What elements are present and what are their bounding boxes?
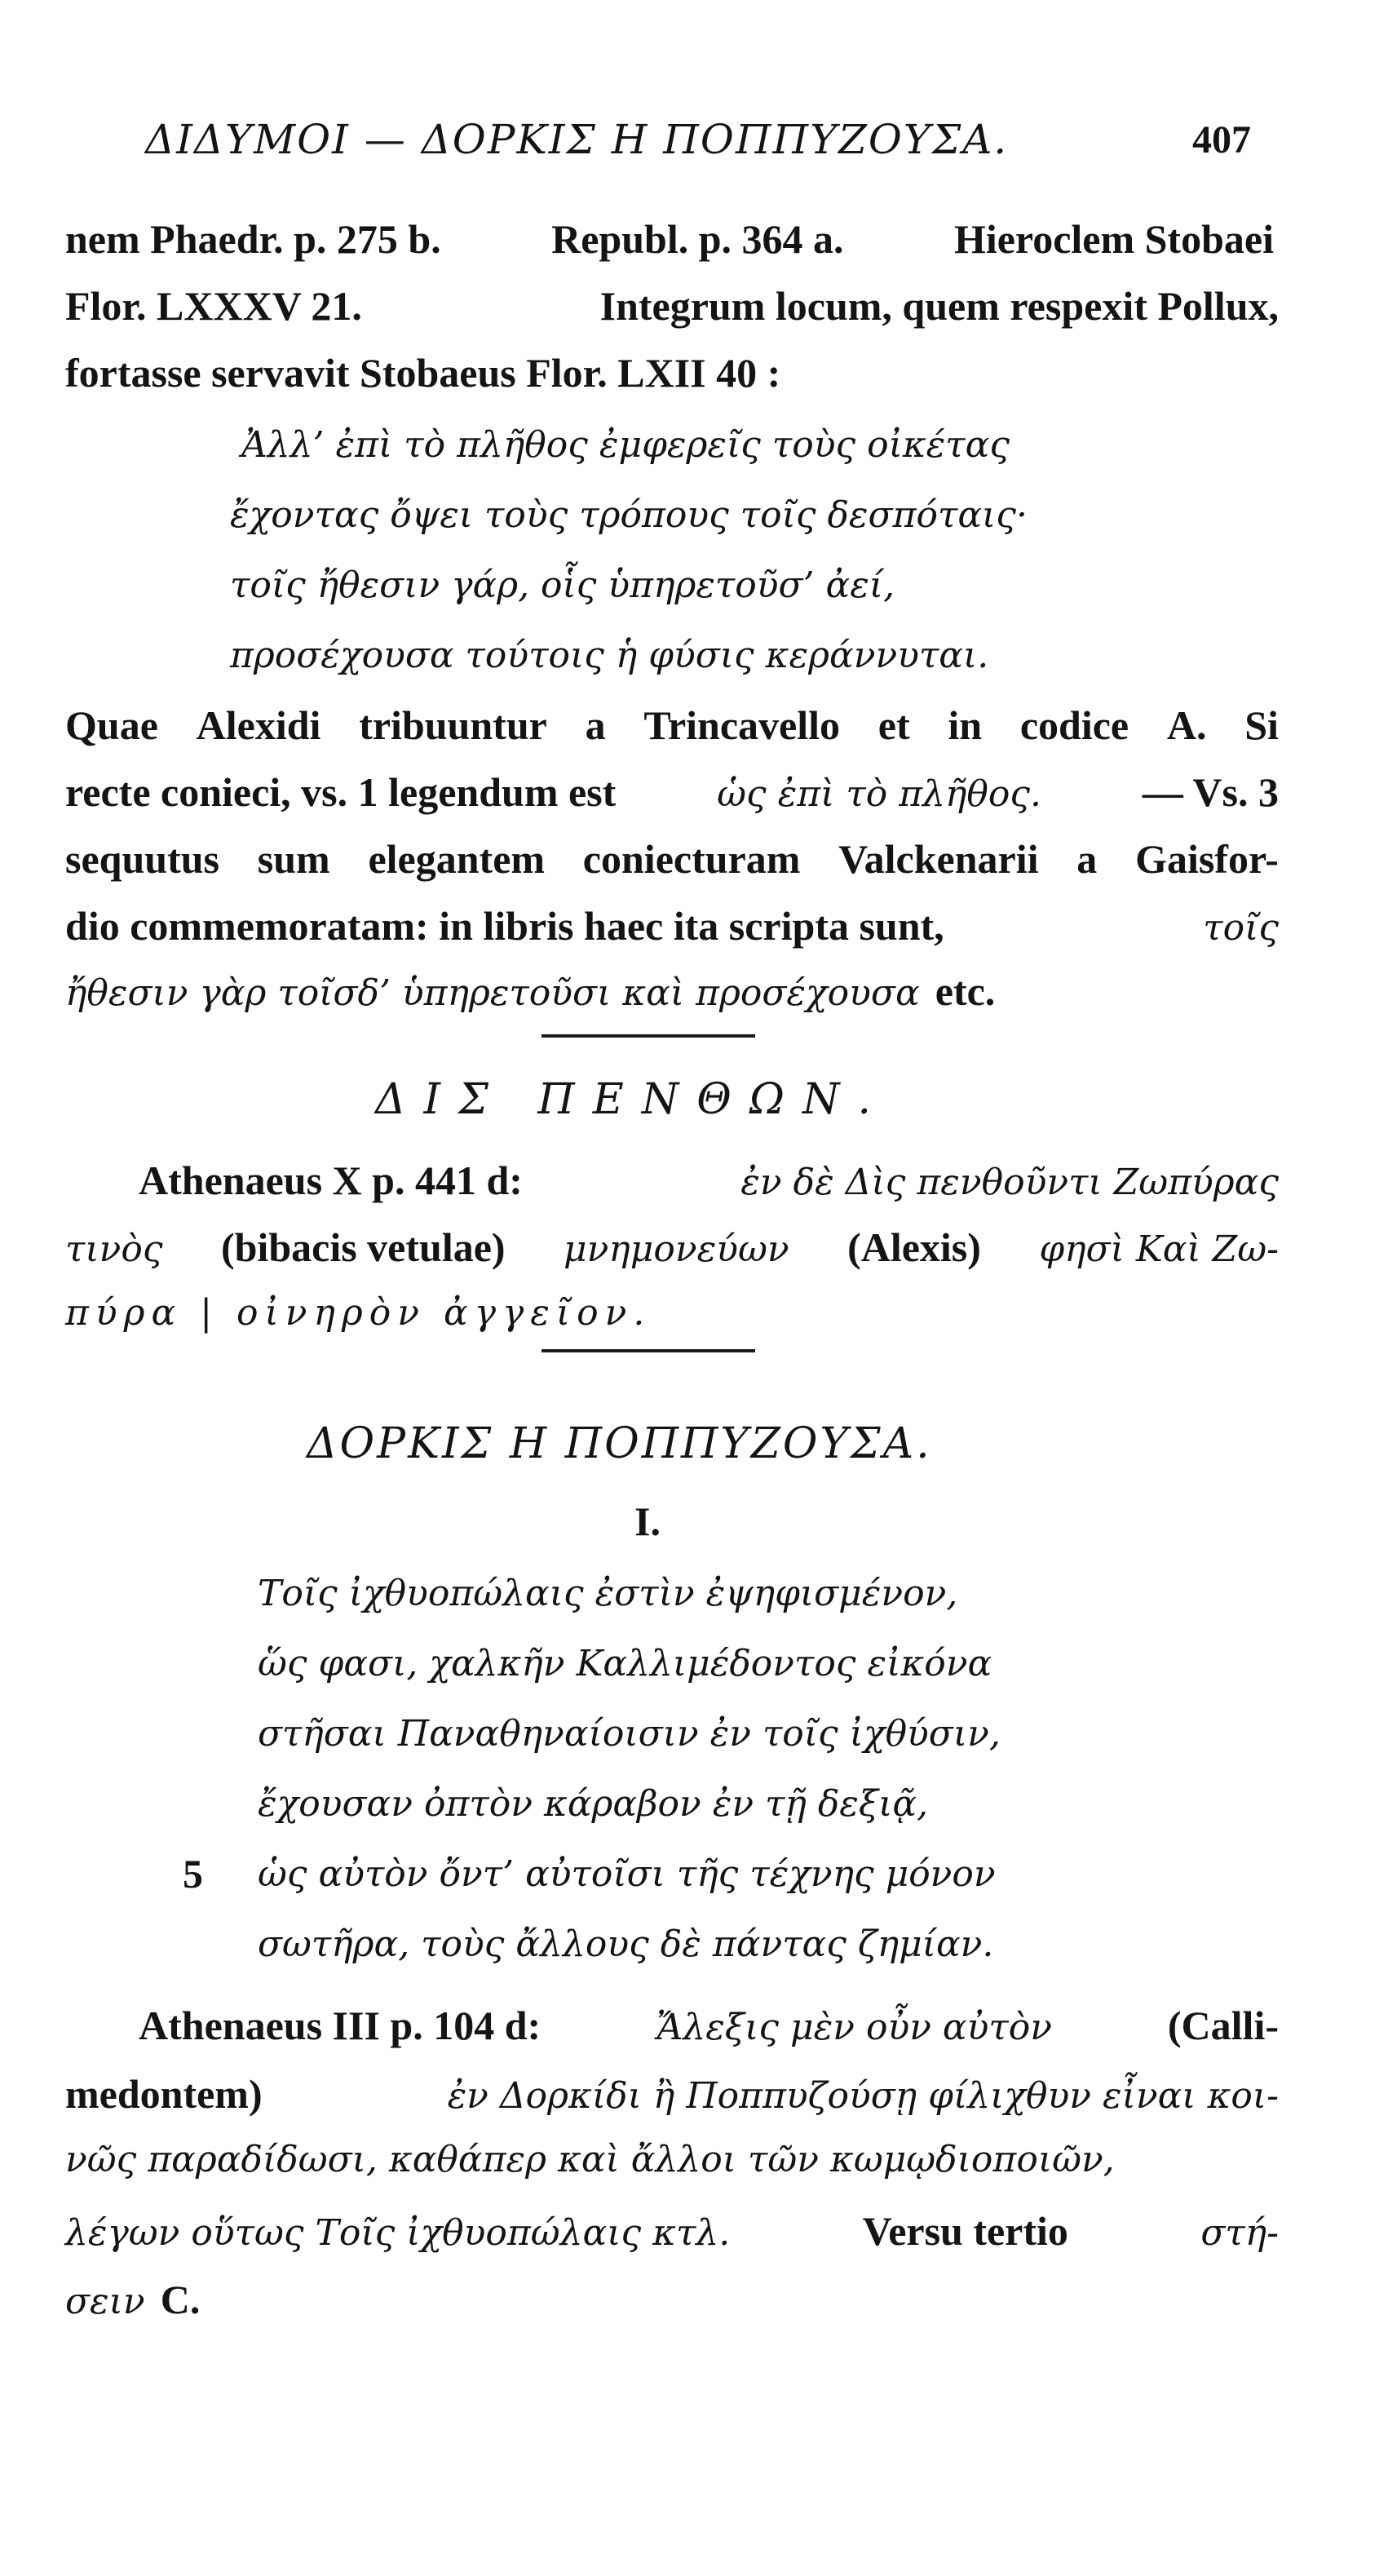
intro-line-3: fortasse servavit Stobaeus Flor. LXII 40 : [65, 350, 781, 396]
para1-word: Si [1244, 702, 1279, 748]
para1-word: Alexidi [196, 702, 321, 748]
para1-line-5 [65, 967, 995, 1015]
page-number: 407 [1192, 118, 1251, 162]
para1-word: A. [1166, 702, 1207, 748]
para2-text: (Calli- [1167, 2003, 1279, 2048]
para2-line-5 [65, 2276, 200, 2323]
fragment-verse-line: Τοῖς ἰχθυοπώλαις ἐστὶν ἐψηφισμένον, [258, 1573, 958, 1614]
fragment-verse-line: ἔχουσαν ὀπτὸν κάραβον ἐν τῇ δεξιᾷ, [258, 1783, 929, 1825]
para1-word: Valckenarii [838, 836, 1039, 882]
section1-line-3: πύρα | οἰνηρὸν ἀγγεῖον. [65, 1292, 652, 1334]
intro-word: nem Phaedr. p. 275 b. [65, 216, 441, 262]
para1-text: etc. [935, 968, 996, 1014]
para1-line-3 [65, 835, 1279, 883]
intro-word: Flor. LXXXV 21. [65, 283, 362, 329]
para1-word: in [948, 702, 983, 748]
verse1-line: προσέχουσα τούτοις ἡ φύσις κεράννυται. [230, 635, 989, 676]
para2-greek: ἐν Δορκίδι ἢ Ποππυζούσῃ φίλιχθυν εἶναι κοι- [447, 2075, 1279, 2117]
fragment-verse-line: ὥς φασι, χαλκῆν Καλλιμέδοντος εἰκόνα [258, 1643, 992, 1684]
para2-greek: στή- [1200, 2212, 1279, 2254]
para1-greek: ὡς ἐπὶ τὸ πλῆθος. [717, 773, 1041, 815]
section-rule [541, 1034, 755, 1038]
para1-word: elegantem [368, 836, 546, 882]
section1-greek: μνημονεύων [564, 1228, 789, 1270]
para2-greek: Ἄλεξις μὲν οὖν αὐτὸν [656, 2007, 1052, 2048]
section1-text: Athenaeus X p. 441 d: [139, 1157, 523, 1203]
verse1-line: τοῖς ἤθεσιν γάρ, οἷς ὑπηρετοῦσ’ ἀεί, [230, 564, 895, 606]
para1-line-4 [65, 902, 1279, 949]
para2-line-2 [65, 2070, 1279, 2118]
fragment-verse-line: ὡς αὐτὸν ὄντ’ αὐτοῖσι τῆς τέχνης μόνον [258, 1853, 996, 1895]
para1-greek: τοῖς [1203, 907, 1279, 949]
para1-word: codice [1019, 702, 1129, 748]
para1-word: tribuuntur [359, 702, 547, 748]
intro-line-1 [65, 215, 1274, 263]
para2-greek: σειν [65, 2281, 145, 2322]
running-header-title: ΔΙΔΥΜΟΙ — ΔΟΡΚΙΣ Η ΠΟΠΠΥΖΟΥΣΑ. [145, 116, 1009, 163]
section1-line-1 [139, 1157, 1279, 1204]
verse1-line: ἔχοντας ὄψει τοὺς τρόπους τοῖς δεσπόταις· [230, 494, 1028, 536]
para1-text: — Vs. 3 [1142, 769, 1279, 815]
intro-word: Hieroclem Stobaei [953, 216, 1274, 262]
intro-word: Republ. p. 364 a. [551, 216, 844, 262]
para1-text: recte conieci, vs. 1 legendum est [65, 769, 617, 815]
para1-greek: ἤθεσιν γὰρ τοῖσδ’ ὑπηρετοῦσι καὶ προσέχουσα [65, 972, 920, 1014]
section1-text: (bibacis vetulae) [220, 1224, 506, 1270]
intro-line-2 [65, 282, 1279, 330]
intro-word: Integrum locum, quem respexit Pollux, [599, 283, 1279, 329]
fragment-verse-line: στῆσαι Παναθηναίοισιν ἐν τοῖς ἰχθύσιν, [258, 1713, 1001, 1755]
section-title-dorkis: ΔΟΡΚΙΣ Η ΠΟΠΠΥΖΟΥΣΑ. [307, 1419, 932, 1468]
para1-line-1 [65, 702, 1279, 749]
section1-greek: ἐν δὲ Δὶς πενθοῦντι Ζωπύρας [740, 1162, 1279, 1203]
para2-text: Versu tertio [862, 2208, 1068, 2254]
section-rule [541, 1349, 755, 1352]
section1-greek: τινὸς [65, 1228, 163, 1270]
para1-word: sequutus [65, 836, 219, 882]
para1-word: Quae [65, 702, 158, 748]
para1-word: coniecturam [582, 836, 801, 882]
para2-line-4 [65, 2207, 1279, 2255]
para1-text: dio commemoratam: in libris haec ita scripta sunt, [65, 903, 944, 949]
para1-line-2 [65, 768, 1279, 816]
para1-word: a [585, 702, 606, 748]
para2-text: medontem) [65, 2071, 263, 2117]
para2-text: Athenaeus III p. 104 d: [139, 2003, 541, 2048]
verse-line-number: 5 [183, 1851, 203, 1897]
section1-line-2 [65, 1224, 1279, 1271]
section1-text: (Alexis) [847, 1224, 981, 1270]
para1-word: sum [257, 836, 330, 882]
fragment-verse-line: σωτῆρα, τοὺς ἄλλους δὲ πάντας ζημίαν. [258, 1923, 994, 1965]
section-title-dis-penthon: ΔΙΣ ΠΕΝΘΩΝ. [375, 1075, 889, 1124]
para1-word: Gaisfor- [1135, 836, 1279, 882]
para2-text: C. [160, 2277, 201, 2322]
para1-word: et [877, 702, 910, 748]
para2-greek: λέγων οὕτως Τοῖς ἰχθυοπώλαις κτλ. [65, 2212, 731, 2254]
para2-line-3: νῶς παραδίδωσι, καθάπερ καὶ ἄλλοι τῶν κωμῳδιοποιῶν, [65, 2139, 1115, 2180]
section1-greek: φησὶ Καὶ Ζω- [1039, 1228, 1279, 1270]
para2-line-1 [139, 2002, 1279, 2049]
para1-word: a [1076, 836, 1098, 882]
verse1-line: Ἀλλ’ ἐπὶ τὸ πλῆθος ἐμφερεῖς τοὺς οἰκέτας [241, 424, 1010, 466]
fragment-number: I. [634, 1498, 661, 1544]
para1-word: Trincavello [643, 702, 841, 748]
